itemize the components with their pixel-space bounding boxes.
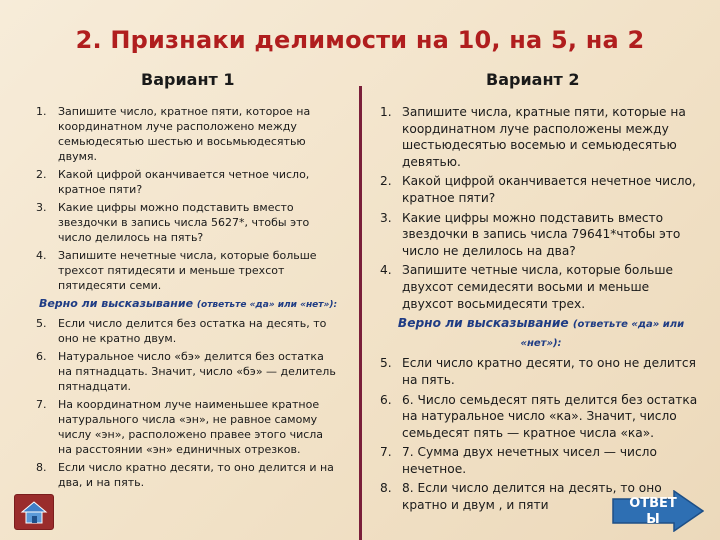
prompt-sub: (ответьте «да» или «нет»): xyxy=(196,300,338,310)
list-item xyxy=(380,173,702,206)
variant-2-heading: Вариант 2 xyxy=(486,70,580,89)
item-number: 4. xyxy=(380,263,392,278)
list-item xyxy=(36,104,340,164)
item-text: Какой цифрой оканчивается четное число, кратное пяти? xyxy=(58,168,310,196)
item-text: 8. Если число делится на десять, то оно кратно и двум , и пяти xyxy=(402,481,662,513)
answers-label xyxy=(620,496,686,528)
item-text: Если число кратно десяти, то оно не делится на пять. xyxy=(402,356,696,387)
item-number: 5. xyxy=(380,356,392,371)
list-item xyxy=(380,392,702,442)
list-item xyxy=(380,444,702,477)
variant-2-column xyxy=(380,104,702,517)
variant-1-column xyxy=(36,104,340,493)
item-number: 3. xyxy=(380,210,392,225)
list-item xyxy=(36,349,340,394)
page-title: 2. Признаки делимости на 10, на 5, на 2 xyxy=(75,26,645,54)
list-item xyxy=(380,262,702,312)
list-item xyxy=(36,460,340,490)
item-number: 6. xyxy=(380,392,392,407)
item-text: Какие цифры можно подставить вместо звездочки в запись числа 5627*, чтобы это число делилось на пять? xyxy=(58,201,310,244)
item-number: 4. xyxy=(36,249,47,262)
item-text: На координатном луче наименьшее кратное натурального числа «эн», не равное самому числу «эн», расположено правее этого числа на расстоянии «эн» единичных отрезков. xyxy=(58,398,324,456)
home-button[interactable] xyxy=(14,494,54,530)
answers-label-line1: ОТВЕТ xyxy=(629,496,677,511)
variant-1-heading: Вариант 1 xyxy=(141,70,235,89)
item-text: Запишите число, кратное пяти, которое на координатном луче расположено между семьюдесятью шестью и восьмьюдесятью двумя. xyxy=(58,105,311,163)
list-item xyxy=(380,104,702,170)
item-text: 6. Число семьдесят пять делится без остатка на натуральное число «ка». Значит, число семьдесят пять — кратное числа «ка». xyxy=(402,392,698,440)
prompt-main: Верно ли высказывание xyxy=(38,297,194,310)
answers-label-line2: Ы xyxy=(646,512,660,527)
list-item xyxy=(36,167,340,197)
item-number: 7. xyxy=(36,398,47,411)
true-false-prompt xyxy=(380,315,702,352)
prompt-main: Верно ли высказывание xyxy=(397,316,569,331)
item-number: 1. xyxy=(380,105,392,119)
list-item xyxy=(36,316,340,346)
item-text: Запишите четные числа, которые больше двухсот семидесяти восьми и меньше двухсот восьмидесяти трех. xyxy=(402,263,674,311)
list-item xyxy=(36,200,340,245)
prompt-sub: (ответьте «да» или «нет»): xyxy=(520,319,685,349)
item-number: 2. xyxy=(380,174,392,189)
answers-button[interactable] xyxy=(612,490,704,532)
item-text: Натуральное число «бэ» делится без остатка на пятнадцать. Значит, число «бэ» — делитель пятнадцати. xyxy=(58,350,336,393)
home-icon xyxy=(20,500,48,524)
item-number: 5. xyxy=(36,317,47,330)
item-text: Какой цифрой оканчивается нечетное число, кратное пяти? xyxy=(402,174,696,205)
item-text: 7. Сумма двух нечетных чисел — число нечетное. xyxy=(402,445,657,476)
item-text: Какие цифры можно подставить вместо звездочки в запись числа 79641*чтобы это число не делилось на два? xyxy=(402,210,681,258)
item-number: 6. xyxy=(36,350,47,363)
item-text: Если число делится без остатка на десять, то оно не кратно двум. xyxy=(58,317,327,345)
item-text: Запишите нечетные числа, которые больше трехсот пятидесяти и меньше трехсот пятидесяти семи. xyxy=(58,249,317,292)
list-item xyxy=(380,210,702,260)
item-number: 2. xyxy=(36,168,47,181)
column-divider xyxy=(359,86,362,540)
list-item xyxy=(380,355,702,388)
item-text: Если число кратно десяти, то оно делится и на два, и на пять. xyxy=(58,461,334,489)
item-number: 8. xyxy=(36,461,47,474)
item-number: 7. xyxy=(380,445,392,460)
item-text: Запишите числа, кратные пяти, которые на координатном луче расположены между шестьюдесятью восемью и семьюдесятью девятью. xyxy=(402,105,686,169)
true-false-prompt xyxy=(36,296,340,313)
item-number: 3. xyxy=(36,201,47,214)
item-number: 8. xyxy=(380,481,392,496)
item-number: 1. xyxy=(36,105,47,118)
list-item xyxy=(36,397,340,457)
list-item xyxy=(36,248,340,293)
